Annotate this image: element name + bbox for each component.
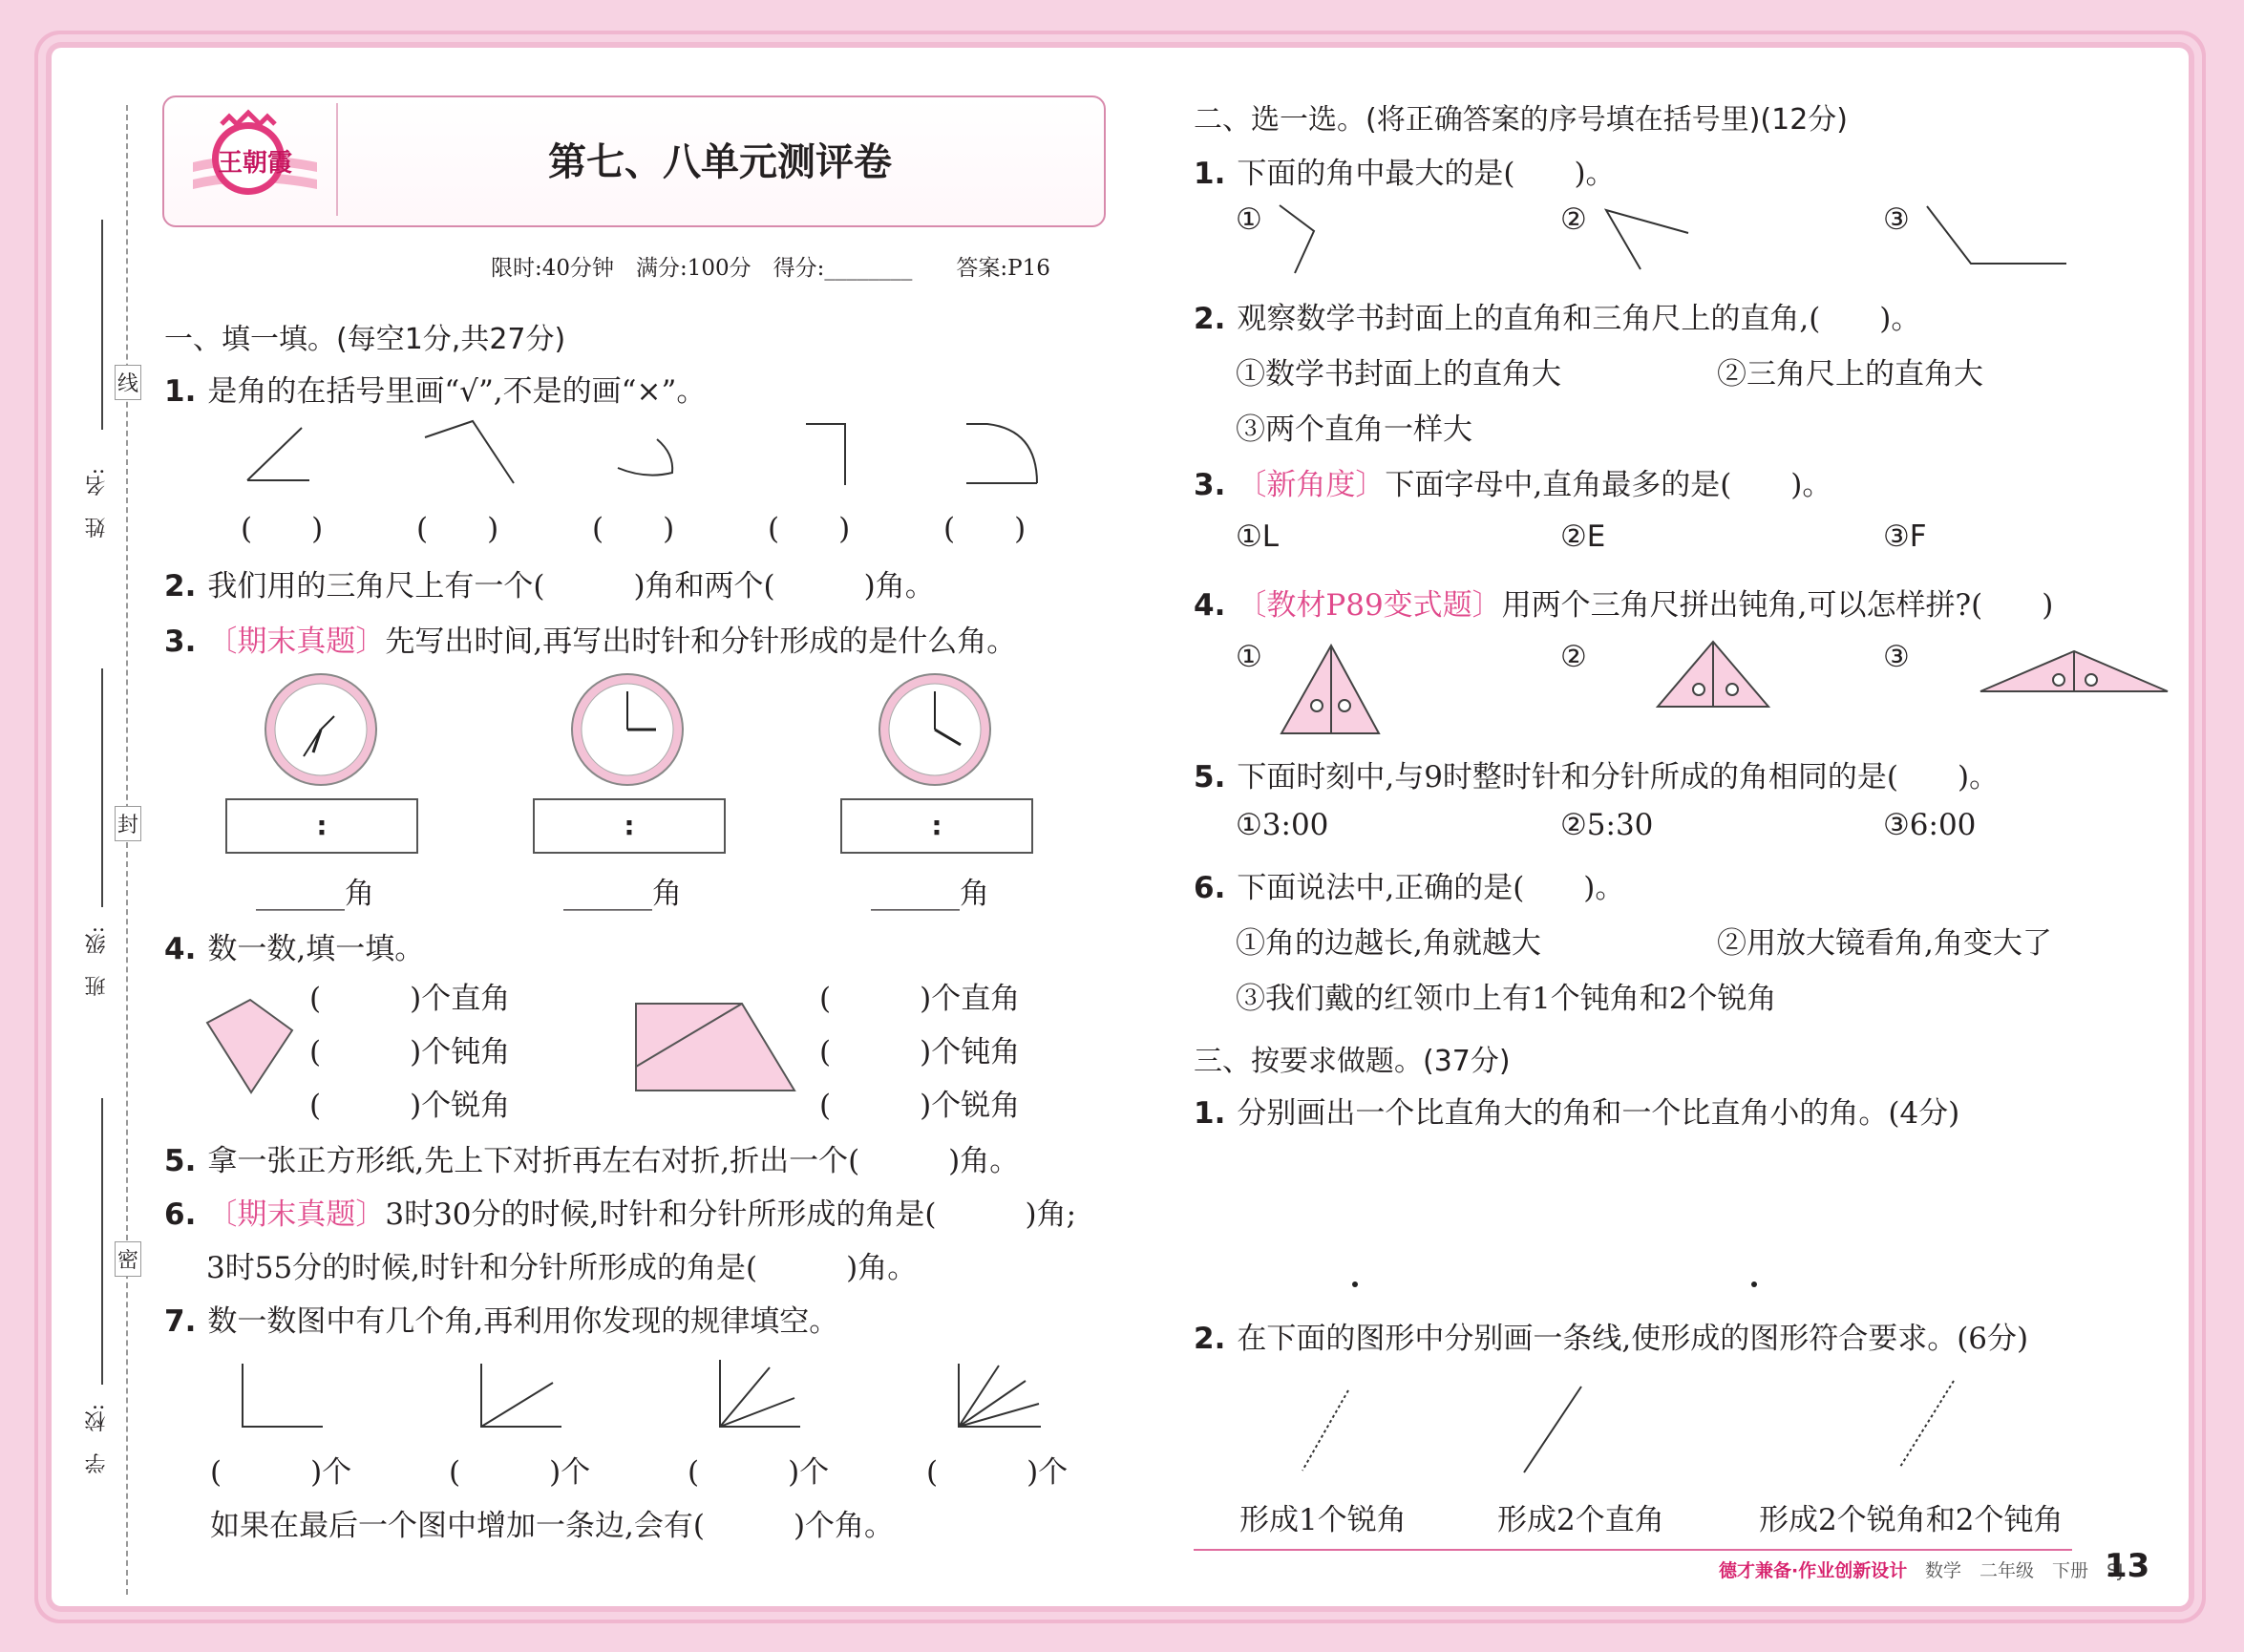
q1-blank-2[interactable]: ( ) <box>416 512 499 546</box>
s2-q1-opt1[interactable]: ① <box>1236 202 1262 237</box>
s1-q5-num: 5. <box>164 1144 197 1178</box>
q4a-obtuse[interactable]: ( )个钝角 <box>309 1035 511 1070</box>
s2-q1-text: 下面的角中最大的是( )。 <box>1237 157 1616 191</box>
s2-q6-opt3[interactable]: ③我们戴的红领巾上有1个钝角和2个锐角 <box>1236 982 1777 1016</box>
section1-title: 一、填一填。(每空1分,共27分) <box>164 323 566 356</box>
s2-q3-opt1[interactable]: ①L <box>1236 519 1280 554</box>
s2-q6-opt2[interactable]: ②用放大镜看角,角变大了 <box>1717 926 2052 961</box>
s2-q4-opt2[interactable]: ② <box>1560 640 1587 674</box>
s1-q5-text: 拿一张正方形纸,先上下对折再左右对折,折出一个( )角。 <box>207 1144 1020 1178</box>
s2-q3-num: 3. <box>1194 468 1226 502</box>
s2-q1-opt3[interactable]: ③ <box>1883 202 1910 237</box>
s3-q2-text: 在下面的图形中分别画一条线,使形成的图形符合要求。(6分) <box>1237 1322 2029 1356</box>
s3-q1-num: 1. <box>1194 1096 1226 1131</box>
s2-q4-text: 用两个三角尺拼出钝角,可以怎样拼?( ) <box>1501 588 2054 623</box>
s2-q5-text: 下面时刻中,与9时整时针和分针所成的角相同的是( )。 <box>1237 760 2000 794</box>
s3-q2-label1: 形成1个锐角 <box>1239 1503 1407 1537</box>
s1-q3-tag: 〔期末真题〕 <box>207 625 386 659</box>
s1-q2-text: 我们用的三角尺上有一个( )角和两个( )角。 <box>207 569 935 604</box>
s2-q2-opt3[interactable]: ③两个直角一样大 <box>1236 413 1472 447</box>
s1-q6-line2: 3时55分的时候,时针和分针所形成的角是( )角。 <box>206 1251 918 1285</box>
s2-q1-opt2[interactable]: ② <box>1560 202 1587 237</box>
worksheet-page <box>52 48 2189 1606</box>
q4b-right[interactable]: ( )个直角 <box>819 982 1021 1016</box>
q7-count-4[interactable]: ( )个 <box>926 1455 1069 1490</box>
s1-q6-text: 3时30分的时候,时针和分针所形成的角是( )角; <box>385 1197 1077 1232</box>
q1-blank-5[interactable]: ( ) <box>943 512 1027 546</box>
q4b-obtuse[interactable]: ( )个钝角 <box>819 1035 1021 1070</box>
q7-count-1[interactable]: ( )个 <box>210 1455 352 1490</box>
s1-q4-text: 数一数,填一填。 <box>207 932 425 966</box>
school-label: 学 校: <box>85 1404 109 1474</box>
q1-blank-3[interactable]: ( ) <box>592 512 675 546</box>
footer-brand: 德才兼备·作业创新设计 <box>1719 1560 1908 1581</box>
q4a-acute[interactable]: ( )个锐角 <box>309 1089 511 1123</box>
s2-q6-opt1[interactable]: ①角的边越长,角就越大 <box>1236 926 1541 961</box>
q7-count-2[interactable]: ( )个 <box>449 1455 591 1490</box>
s1-q3-num: 3. <box>164 625 197 659</box>
s3-q2-num: 2. <box>1194 1322 1226 1356</box>
s2-q3-opt2[interactable]: ②E <box>1560 519 1606 554</box>
footer-line <box>1194 1549 2072 1551</box>
s1-q3-text: 先写出时间,再写出时针和分针形成的是什么角。 <box>385 625 1017 659</box>
q1-blank-4[interactable]: ( ) <box>768 512 851 546</box>
s2-q2-num: 2. <box>1194 302 1226 336</box>
s2-q2-opt2[interactable]: ②三角尺上的直角大 <box>1717 357 1983 392</box>
section3-title: 三、按要求做题。(37分) <box>1194 1045 1511 1078</box>
section2-title: 二、选一选。(将正确答案的序号填在括号里)(12分) <box>1194 103 1848 137</box>
s2-q5-num: 5. <box>1194 760 1226 794</box>
s2-q4-tag: 〔教材P89变式题〕 <box>1237 588 1502 623</box>
s1-q7-text: 数一数图中有几个角,再利用你发现的规律填空。 <box>207 1304 839 1339</box>
angle-blank-3[interactable]: ______角 <box>871 877 989 911</box>
s1-q7-line2: 如果在最后一个图中增加一条边,会有( )个角。 <box>210 1509 895 1543</box>
s2-q4-opt3[interactable]: ③ <box>1883 640 1910 674</box>
time-box-2[interactable]: : <box>533 798 726 854</box>
line-mark: 线 <box>115 365 141 400</box>
angle-blank-2[interactable]: ______角 <box>563 877 682 911</box>
s1-q6-tag: 〔期末真题〕 <box>207 1197 386 1232</box>
s2-q2-opt1[interactable]: ①数学书封面上的直角大 <box>1236 357 1561 392</box>
q7-count-3[interactable]: ( )个 <box>688 1455 830 1490</box>
s2-q4-num: 4. <box>1194 588 1226 623</box>
logo-text: 王朝霞 <box>218 149 293 178</box>
s3-q2-label2: 形成2个直角 <box>1497 1503 1664 1537</box>
s2-q6-num: 6. <box>1194 871 1226 905</box>
page-title: 第七、八单元测评卷 <box>548 140 892 184</box>
time-box-3[interactable]: : <box>840 798 1033 854</box>
angle-blank-1[interactable]: ______角 <box>256 877 374 911</box>
q1-blank-1[interactable]: ( ) <box>241 512 324 546</box>
s1-q6-num: 6. <box>164 1197 197 1232</box>
page-number: 13 <box>2105 1547 2150 1585</box>
s3-q1-text: 分别画出一个比直角大的角和一个比直角小的角。(4分) <box>1237 1096 1960 1131</box>
footer-info: 数学 二年级 下册 SJ <box>1925 1560 2124 1581</box>
s1-q2-num: 2. <box>164 569 197 604</box>
class-label: 班 级: <box>85 926 109 997</box>
exam-meta: 限时:40分钟 满分:100分 得分:________ 答案:P16 <box>491 256 1050 281</box>
s3-q2-lines <box>52 48 2152 1537</box>
s1-q7-num: 7. <box>164 1304 197 1339</box>
q4b-acute[interactable]: ( )个锐角 <box>819 1089 1021 1123</box>
name-label: 姓 名: <box>85 468 109 539</box>
s2-q5-opt1[interactable]: ①3:00 <box>1236 808 1329 842</box>
s1-q1-text: 是角的在括号里画“√”,不是的画“×”。 <box>207 374 707 409</box>
s2-q5-opt2[interactable]: ②5:30 <box>1560 808 1654 842</box>
s2-q1-num: 1. <box>1194 157 1226 191</box>
s3-q2-label3: 形成2个锐角和2个钝角 <box>1759 1503 2064 1537</box>
s2-q6-text: 下面说法中,正确的是( )。 <box>1237 871 1625 905</box>
s2-q2-text: 观察数学书封面上的直角和三角尺上的直角,( )。 <box>1237 302 1921 336</box>
time-box-1[interactable]: : <box>225 798 418 854</box>
q4a-right[interactable]: ( )个直角 <box>309 982 511 1016</box>
s2-q5-opt3[interactable]: ③6:00 <box>1883 808 1977 842</box>
s2-q3-text: 下面字母中,直角最多的是( )。 <box>1385 468 1832 502</box>
s1-q4-num: 4. <box>164 932 197 966</box>
s1-q1-num: 1. <box>164 374 197 409</box>
s2-q3-opt3[interactable]: ③F <box>1883 519 1927 554</box>
seal-mark: 封 <box>115 806 141 841</box>
s2-q4-opt1[interactable]: ① <box>1236 640 1262 674</box>
s2-q3-tag: 〔新角度〕 <box>1237 468 1386 502</box>
bind-mark: 密 <box>115 1241 141 1277</box>
